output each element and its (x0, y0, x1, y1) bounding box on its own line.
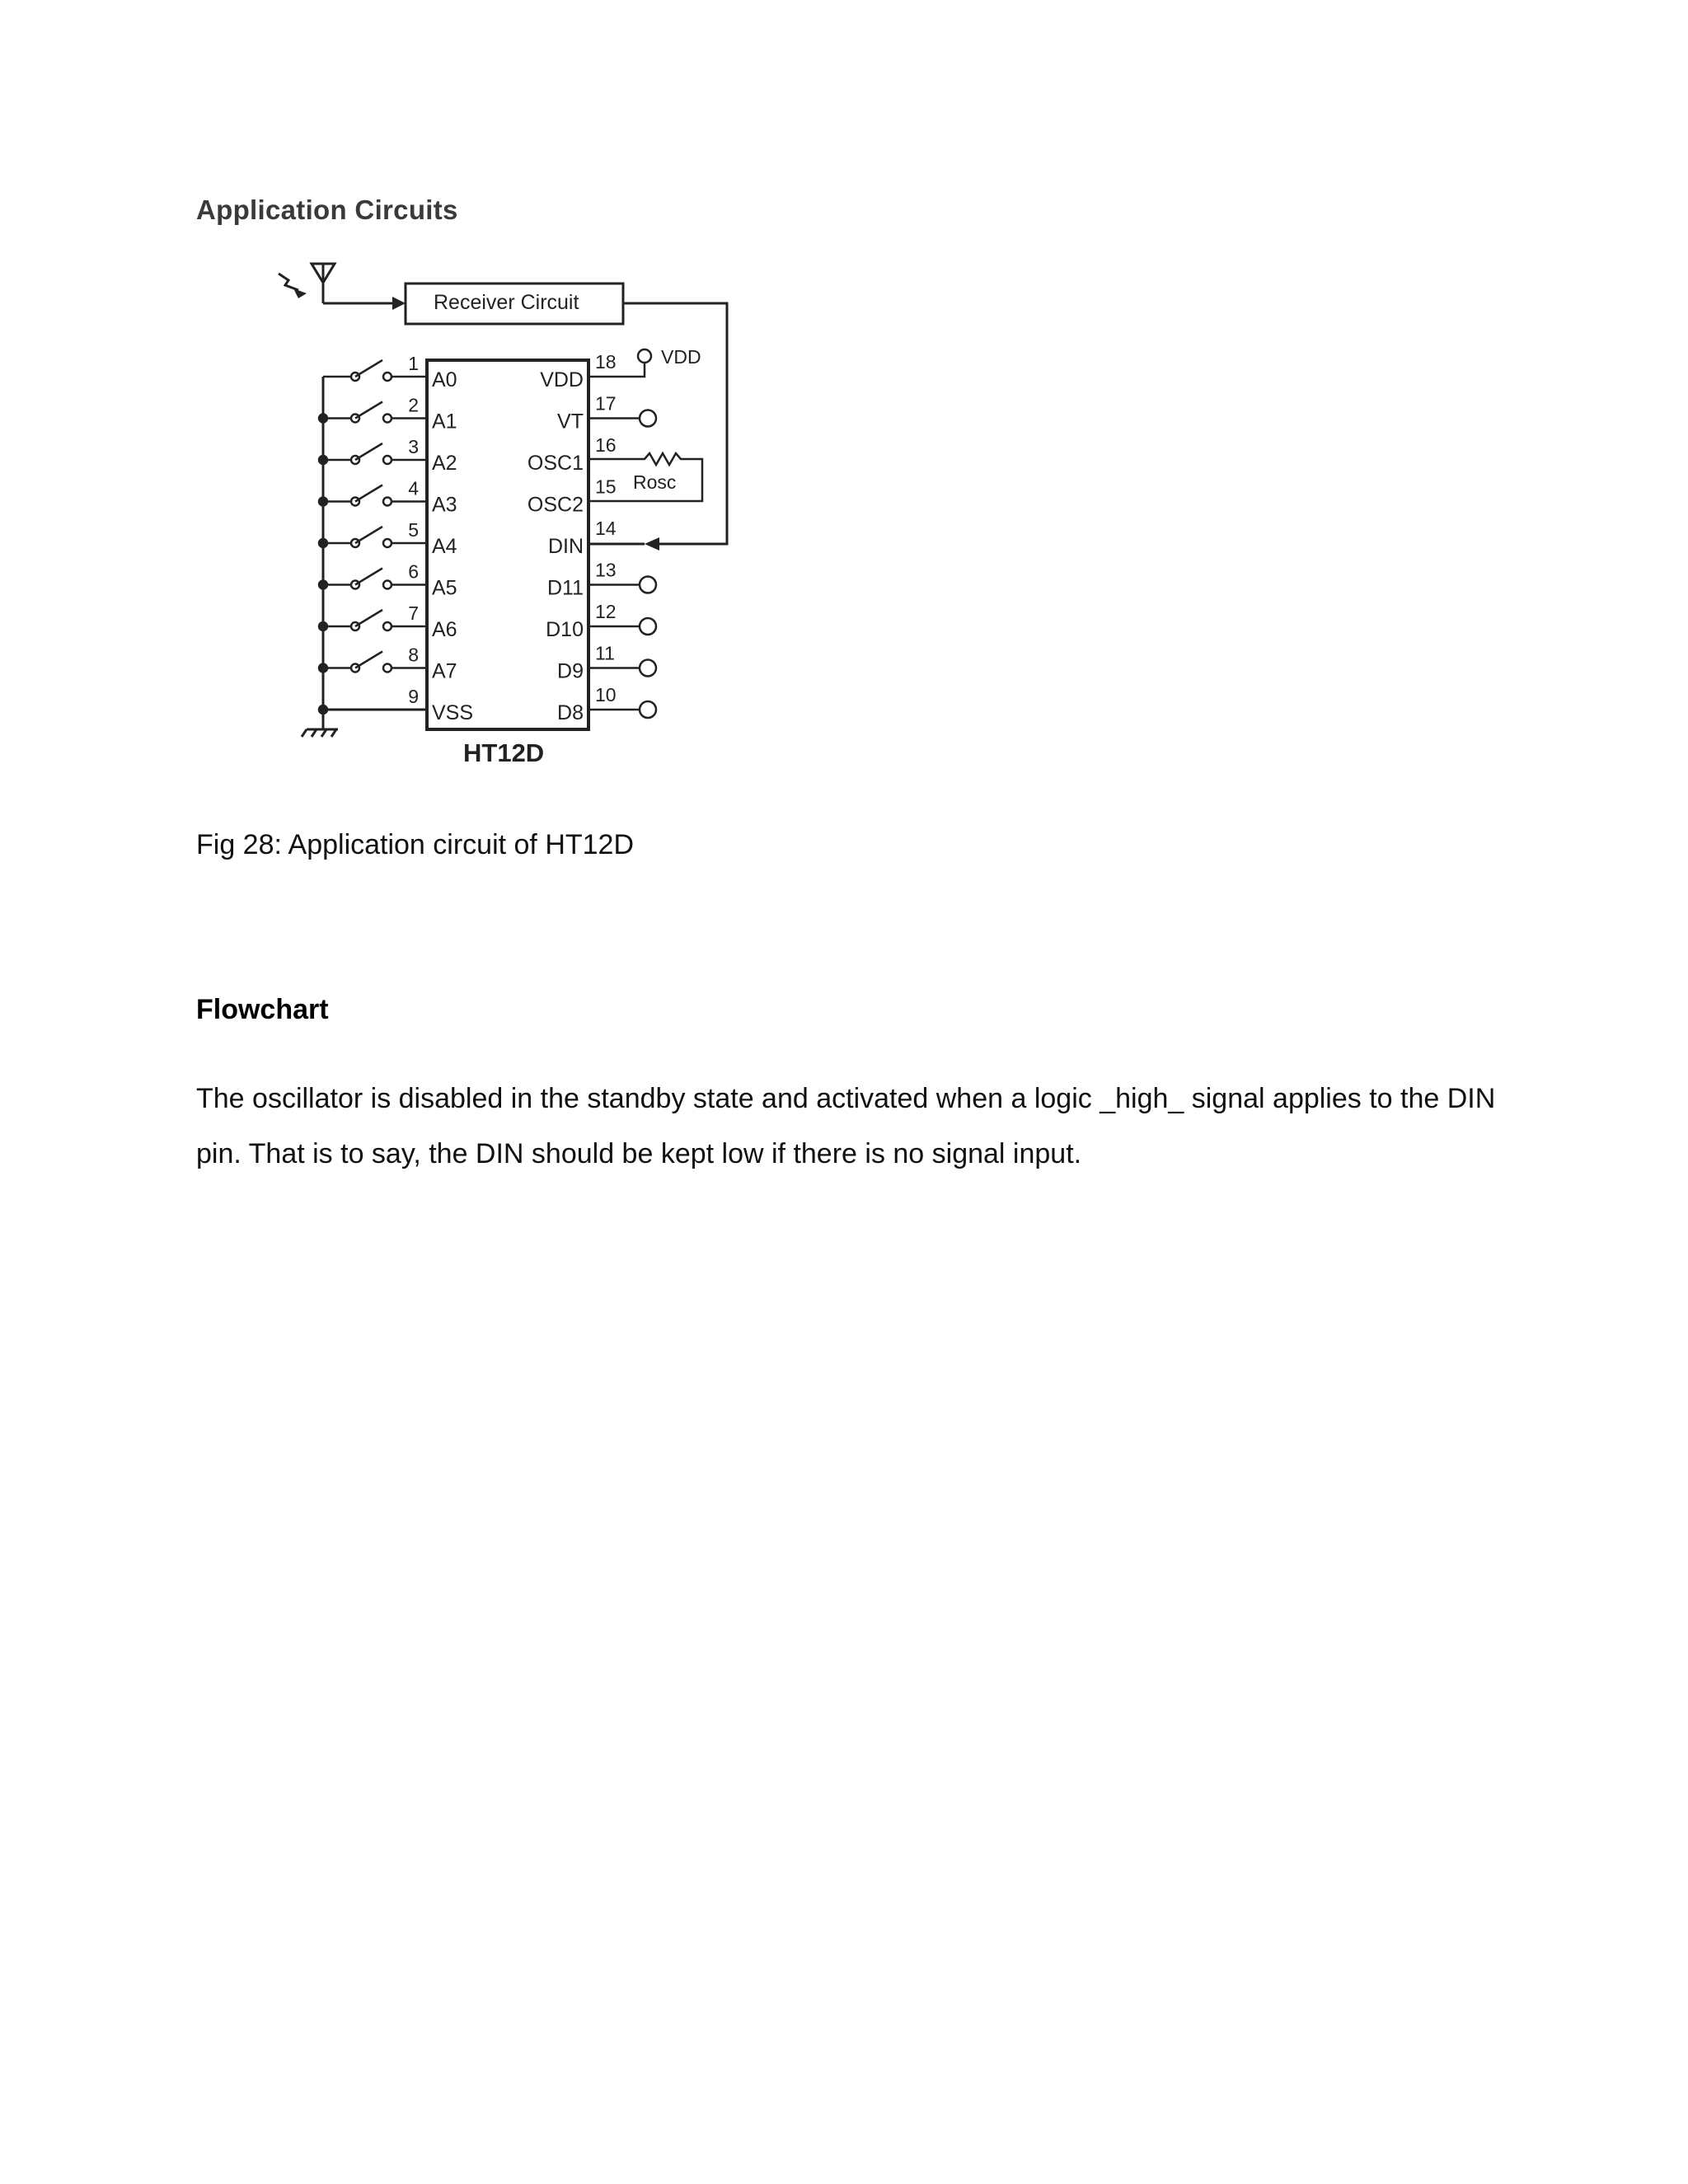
resistor-label: Rosc (633, 471, 677, 493)
right-pin-number: 14 (595, 518, 617, 539)
right-pin-number: 18 (595, 351, 617, 373)
left-pin-number: 9 (408, 686, 419, 707)
switch-contact-icon (383, 664, 392, 673)
left-pin-number: 3 (408, 436, 419, 457)
right-pin-name: VT (557, 410, 584, 434)
output-terminal-icon (640, 660, 656, 677)
switch-icon (355, 652, 382, 668)
left-pin-number: 1 (408, 353, 419, 374)
switch-contact-icon (383, 581, 392, 589)
left-pin-number: 4 (408, 477, 419, 499)
switch-icon (355, 485, 382, 502)
right-pin-number: 11 (595, 642, 615, 664)
left-pin-name: A7 (432, 659, 457, 683)
arrow-icon (392, 297, 406, 310)
right-pin-name: OSC1 (527, 452, 584, 475)
signal-icon (279, 274, 307, 298)
ground-icon (302, 729, 338, 737)
switch-icon (355, 443, 382, 460)
output-terminal-icon (640, 410, 656, 427)
right-pin-name: VDD (540, 368, 584, 391)
left-pin-number: 6 (408, 560, 419, 583)
chip-name-label: HT12D (463, 738, 545, 767)
left-pin-number: 5 (408, 519, 419, 541)
junction-dot-icon (319, 581, 327, 589)
antenna-icon (312, 264, 396, 303)
right-pin-number: 16 (595, 434, 617, 456)
vdd-terminal-icon (638, 349, 651, 363)
body-paragraph (196, 1071, 1531, 1182)
left-pin-name: A0 (432, 368, 457, 391)
left-pin-name: A2 (432, 452, 457, 475)
switch-icon (355, 402, 382, 419)
switch-icon (355, 527, 382, 543)
left-pin-name: A3 (432, 493, 457, 517)
junction-dot-icon (319, 539, 327, 547)
switch-contact-icon (383, 456, 392, 464)
left-pin-name: A5 (432, 576, 457, 600)
switch-icon (355, 569, 382, 585)
right-pin-name: D11 (546, 576, 584, 600)
junction-dot-icon (319, 664, 327, 673)
junction-dot-icon (319, 456, 327, 464)
output-terminal-icon (640, 618, 656, 635)
left-pin-number: 7 (408, 602, 419, 624)
right-pin-name: D10 (546, 618, 584, 641)
right-pin-number: 12 (595, 601, 617, 622)
figure-heading: Application Circuits (196, 194, 458, 225)
left-pin-number: 8 (408, 644, 419, 666)
junction-dot-icon (319, 705, 327, 714)
din-arrow-icon (645, 537, 659, 551)
switch-contact-icon (383, 415, 392, 423)
switch-contact-icon (383, 498, 392, 506)
section-title: Flowchart (196, 994, 329, 1025)
right-pin-number: 10 (595, 684, 617, 705)
right-pin-name: D9 (557, 659, 584, 683)
output-terminal-icon (640, 701, 656, 718)
junction-dot-icon (319, 498, 327, 506)
left-pin-name: A6 (432, 618, 457, 641)
right-pin-number: 13 (595, 559, 617, 581)
receiver-circuit-label: Receiver Circuit (434, 291, 579, 314)
right-pin-number: 17 (595, 392, 617, 415)
switch-icon (355, 360, 382, 377)
vdd-supply-label: VDD (661, 346, 701, 368)
right-pin-name: OSC2 (527, 493, 584, 517)
right-pin-name: DIN (547, 535, 584, 558)
left-pin-number: 2 (408, 394, 419, 416)
switch-contact-icon (383, 622, 392, 630)
output-terminal-icon (640, 577, 656, 593)
left-pin-name: A4 (432, 535, 457, 558)
right-pin-number: 15 (595, 476, 617, 498)
junction-dot-icon (319, 622, 327, 630)
left-pin-name: A1 (432, 410, 457, 434)
right-pin-name: D8 (557, 701, 584, 724)
paragraph-text: The oscillator is disabled in the standby state and activated when a logic _high_ signal applies to the DIN pin. That is to say, the DIN should be kept low if there is no signal input. (196, 1083, 1496, 1169)
switch-contact-icon (383, 539, 392, 547)
figure-caption: Fig 28: Application circuit of HT12D (196, 829, 635, 860)
left-pin-name: VSS (432, 701, 474, 724)
switch-icon (355, 610, 382, 626)
application-circuit-diagram (0, 0, 1688, 824)
switch-contact-icon (383, 373, 392, 381)
junction-dot-icon (319, 415, 327, 423)
